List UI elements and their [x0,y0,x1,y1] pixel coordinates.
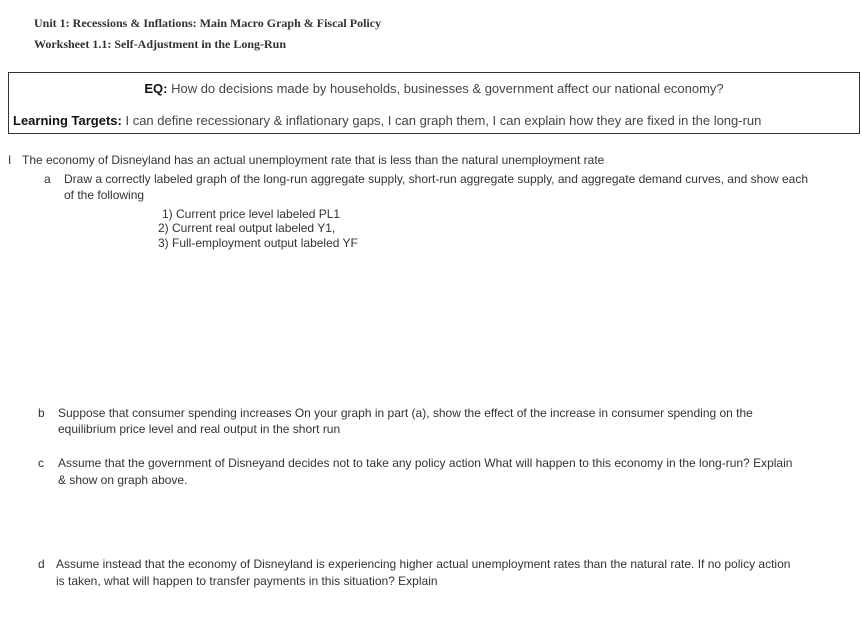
part-c-line2: & show on graph above. [58,473,188,487]
objectives-box [8,72,860,134]
eq-text: How do decisions made by households, businesses & government affect our national economy? [171,81,724,96]
lt-label: Learning Targets: [13,113,122,128]
part-d-line2: is taken, what will happen to transfer payments in this situation? Explain [56,574,438,588]
learning-targets [13,113,761,128]
part-c-line1: Assume that the government of Disneyand decides not to take any policy action What will happen to this economy in the long-run? Explain [58,456,793,470]
part-a-item: 1) Current price level labeled PL1 [162,207,341,221]
part-b-line1: Suppose that consumer spending increases On your graph in part (a), show the effect of the increase in consumer spending on the [58,406,753,420]
part-a-item: 2) Current real output labeled Y1, [158,221,336,235]
part-c-letter: c [38,456,44,470]
part-a-letter: a [44,172,51,186]
unit-title: Unit 1: Recessions & Inflations: Main Macro Graph & Fiscal Policy [34,16,382,30]
part-b-letter: b [38,406,45,420]
lt-text: I can define recessionary & inflationary gaps, I can graph them, I can explain how they are fixed in the long-run [125,113,762,128]
part-d-line1: Assume instead that the economy of Disneyland is experiencing higher actual unemployment rates than the natural rate. If no policy action [56,557,791,571]
worksheet-title: Worksheet 1.1: Self-Adjustment in the Long-Run [34,37,287,51]
eq-label: EQ: [144,81,168,96]
question-number: I [8,153,12,167]
part-d-letter: d [38,557,45,571]
part-a-line2: of the following [64,188,145,202]
part-b-line2: equilibrium price level and real output in the short run [58,422,341,436]
question-intro: The economy of Disneyland has an actual unemployment rate that is less than the natural unemployment rate [22,153,605,167]
part-a-item: 3) Full-employment output labeled YF [158,236,358,250]
essential-question [9,81,859,96]
part-a-line1: Draw a correctly labeled graph of the long-run aggregate supply, short-run aggregate supply, and aggregate demand curves, and show each [64,172,809,186]
